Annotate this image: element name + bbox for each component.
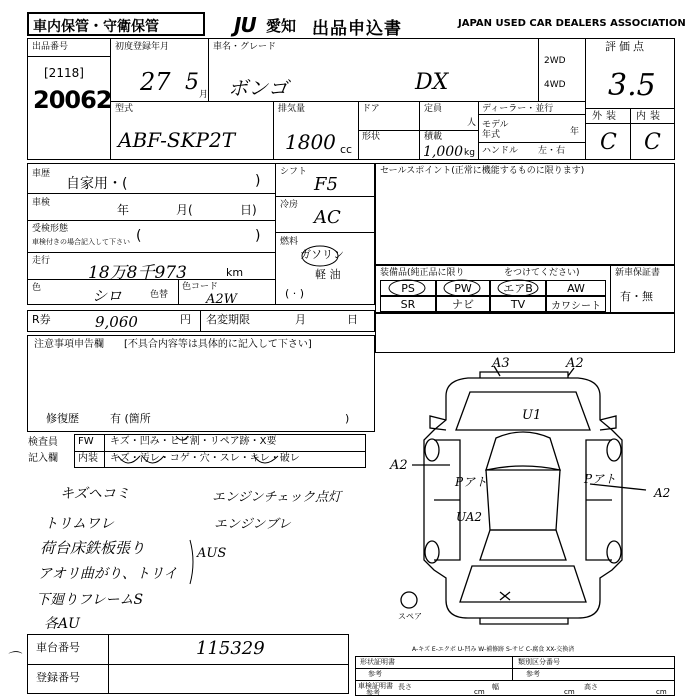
height-unit: cm bbox=[656, 688, 667, 696]
inspector-interior: 内装 bbox=[78, 453, 98, 464]
repair-close: ) bbox=[345, 412, 350, 425]
lot-bracket: [2118] bbox=[44, 66, 84, 80]
color-code-value: A2W bbox=[206, 292, 238, 307]
first-reg-month-unit: 月 bbox=[199, 90, 209, 100]
lot-label: 出品番号 bbox=[32, 42, 69, 52]
dealer-label: ディーラー・並行 bbox=[482, 104, 554, 114]
usage-label: 車歴 bbox=[32, 169, 51, 179]
margin-mark: ⌒ bbox=[6, 651, 20, 667]
load-label: 積載 bbox=[424, 132, 443, 142]
capacity-unit: 人 bbox=[467, 118, 477, 128]
color-label: 色 bbox=[32, 283, 42, 293]
sales-point-box bbox=[375, 163, 675, 265]
repair-label: 修復歴 bbox=[46, 412, 79, 425]
note-left-2: トリムワレ bbox=[44, 516, 114, 532]
interior-value: C bbox=[644, 130, 661, 155]
notes-label: 注意事項申告欄 bbox=[34, 339, 104, 350]
lot-number: 20062 bbox=[33, 86, 112, 114]
usage-close: ) bbox=[255, 173, 261, 189]
note-left-6: 各AU bbox=[44, 616, 80, 632]
recycle-unit: 円 bbox=[180, 313, 191, 326]
repair-value: 有 (箇所 bbox=[110, 412, 151, 425]
inspector-row1: キズ・凹み・ヒビ割・リペア跡・X要 bbox=[110, 436, 277, 447]
org-name: 愛知 bbox=[266, 17, 297, 35]
ac-label: 冷房 bbox=[280, 200, 299, 210]
chassis-value: 115329 bbox=[196, 638, 265, 659]
interior-label: 内装 bbox=[636, 111, 664, 122]
length-unit: cm bbox=[474, 688, 485, 696]
displacement-value: 1800 bbox=[285, 130, 336, 154]
equip-navi: ナビ bbox=[436, 296, 490, 312]
diagram-mark-paint-right: Pアト bbox=[584, 472, 617, 486]
inspector-fw: FW bbox=[78, 436, 94, 447]
equip-sr: SR bbox=[380, 296, 436, 312]
inspection-year: 年 bbox=[117, 203, 130, 217]
drive-2wd: 2WD bbox=[544, 56, 566, 66]
name-change-label: 名変期限 bbox=[206, 313, 250, 326]
load-unit: kg bbox=[464, 148, 475, 158]
equipment-label-2: をつけてください) bbox=[504, 268, 580, 278]
displacement-unit: cc bbox=[340, 143, 353, 156]
ju-logo: JU bbox=[234, 13, 256, 37]
ac-value: AC bbox=[314, 207, 341, 228]
equip-tv: TV bbox=[490, 296, 546, 312]
load-value: 1,000 bbox=[423, 144, 464, 160]
name-change-month: 月 bbox=[295, 313, 306, 326]
equip-airbag: エアB bbox=[490, 280, 546, 296]
mileage-value: 18万8千973 bbox=[88, 263, 187, 283]
height-label: 高さ bbox=[584, 683, 598, 691]
width-label: 幅 bbox=[492, 683, 499, 691]
storage-badge-text: 車内保管・守衛保管 bbox=[33, 19, 159, 35]
class-number-ref: 参考 bbox=[526, 670, 540, 678]
receipt-note: 車検付きの場合記入して下さい bbox=[32, 238, 130, 246]
note-bracket: AUS bbox=[197, 546, 227, 561]
note-right-2: エンジンブレ bbox=[214, 517, 291, 532]
equip-aw: AW bbox=[546, 280, 606, 296]
model-year-label: モデル 年式 bbox=[482, 120, 509, 140]
inspector-row2: キズ・汚レ・コゲ・穴・スレ・キレ・破レ bbox=[110, 453, 300, 464]
diagram-mark-a2-left: A2 bbox=[390, 458, 408, 473]
diagram-mark-ua2: UA2 bbox=[456, 510, 483, 524]
association-name: JAPAN USED CAR DEALERS ASSOCIATION bbox=[458, 18, 686, 29]
displacement-label: 排気量 bbox=[278, 104, 306, 114]
shift-value: F5 bbox=[314, 174, 338, 195]
shift-label: シフト bbox=[280, 167, 308, 177]
spare-label: スペア bbox=[398, 612, 422, 621]
note-left-4: アオリ曲がり、トリイ bbox=[38, 566, 178, 582]
car-name-value: ボンゴ bbox=[228, 76, 288, 100]
shape-cert-ref: 参考 bbox=[368, 670, 382, 678]
diagram-mark-a2-top: A2 bbox=[566, 356, 584, 371]
model-year-unit: 年 bbox=[570, 127, 580, 137]
mileage-unit: km bbox=[226, 266, 244, 279]
doors-label: ドア bbox=[362, 104, 380, 114]
first-reg-year: 27 bbox=[140, 68, 171, 96]
new-warranty-options: 有・無 bbox=[620, 290, 653, 303]
name-change-day: 日 bbox=[347, 313, 358, 326]
receipt-label: 受検形態 bbox=[32, 224, 69, 234]
diagram-mark-a3: A3 bbox=[492, 356, 510, 371]
shape-cert-label: 形状証明書 bbox=[360, 658, 395, 666]
inspector-label-1: 検査員 bbox=[28, 437, 58, 448]
width-unit: cm bbox=[564, 688, 575, 696]
inspection-month: 月( bbox=[176, 203, 193, 217]
shape-label: 形状 bbox=[362, 132, 381, 142]
steering-label: ハンドル bbox=[482, 146, 519, 156]
diagram-mark-paint-left: Pアト bbox=[455, 475, 488, 489]
later-items-box bbox=[375, 313, 675, 353]
diagram-mark-a2-right: A2 bbox=[654, 486, 671, 500]
fuel-gasoline: ガソリン bbox=[300, 248, 344, 261]
first-reg-label: 初度登録年月 bbox=[115, 42, 170, 52]
car-name-label: 車名・グレード bbox=[213, 42, 277, 52]
inspector-label-2: 記入欄 bbox=[28, 453, 58, 464]
equip-ps: PS bbox=[380, 280, 436, 296]
class-number-label: 類別区分番号 bbox=[518, 658, 560, 666]
recycle-value: 9,060 bbox=[95, 313, 138, 331]
fuel-diesel: 軽 油 bbox=[315, 268, 341, 281]
model-label: 型式 bbox=[115, 104, 134, 114]
color-change-label: 色替 bbox=[150, 290, 169, 300]
length-label: 長さ bbox=[398, 683, 412, 691]
score-label: 評価点 bbox=[605, 40, 647, 53]
car-grade-value: DX bbox=[415, 70, 449, 95]
notes-instruction: [不具合内容等は具体的に記入して下さい] bbox=[124, 339, 312, 350]
recycle-label: R券 bbox=[32, 313, 51, 326]
note-left-3: 荷台床鉄板張り bbox=[40, 539, 146, 557]
color-code-label: 色コード bbox=[182, 282, 219, 292]
mileage-label: 走行 bbox=[32, 256, 51, 266]
drive-4wd: 4WD bbox=[544, 80, 566, 90]
first-reg-month: 5 bbox=[185, 70, 199, 95]
capacity-label: 定員 bbox=[424, 104, 443, 114]
note-left-5: 下廻りフレームS bbox=[36, 592, 144, 608]
fuel-label: 燃料 bbox=[280, 237, 299, 247]
vehicle-cert-ref: 参考 bbox=[366, 689, 380, 697]
note-left-1: キズヘコミ bbox=[60, 486, 130, 502]
diagram-legend: A-キズ E-エクボ U-凹み W-補修跡 S-サビ C-腐食 XX-交換済 bbox=[412, 646, 575, 653]
exterior-label: 外装 bbox=[592, 111, 620, 122]
color-value: シロ bbox=[92, 287, 123, 305]
exterior-value: C bbox=[600, 130, 617, 155]
note-right-1: エンジンチェック点灯 bbox=[212, 490, 341, 505]
steering-options: 左・右 bbox=[538, 146, 566, 156]
equip-leather: カワシート bbox=[546, 296, 606, 312]
recycle-box bbox=[27, 310, 375, 332]
model-value: ABF-SKP2T bbox=[118, 128, 236, 152]
usage-value: 自家用・( bbox=[66, 176, 128, 192]
sales-point-label: セールスポイント(正常に機能するものに限ります) bbox=[380, 166, 585, 176]
inspection-label: 車検 bbox=[32, 198, 51, 208]
equip-pw: PW bbox=[436, 280, 490, 296]
chassis-label: 車台番号 bbox=[36, 641, 80, 654]
equipment-label: 装備品(純正品に限り bbox=[380, 268, 465, 278]
inspection-day: 日) bbox=[240, 203, 257, 217]
diagram-mark-u1: U1 bbox=[522, 408, 542, 423]
vehicle-cert-label: 車検証明書 bbox=[358, 682, 393, 690]
storage-badge bbox=[27, 12, 205, 36]
form-title: 出品申込書 bbox=[312, 19, 402, 39]
new-warranty-label: 新車保証書 bbox=[615, 268, 661, 278]
fuel-paren: ( · ) bbox=[285, 287, 305, 300]
score-value: 3.5 bbox=[608, 68, 656, 103]
receipt-close: ) bbox=[255, 228, 261, 244]
registration-label: 登録番号 bbox=[36, 671, 80, 684]
receipt-open: ( bbox=[136, 228, 142, 244]
